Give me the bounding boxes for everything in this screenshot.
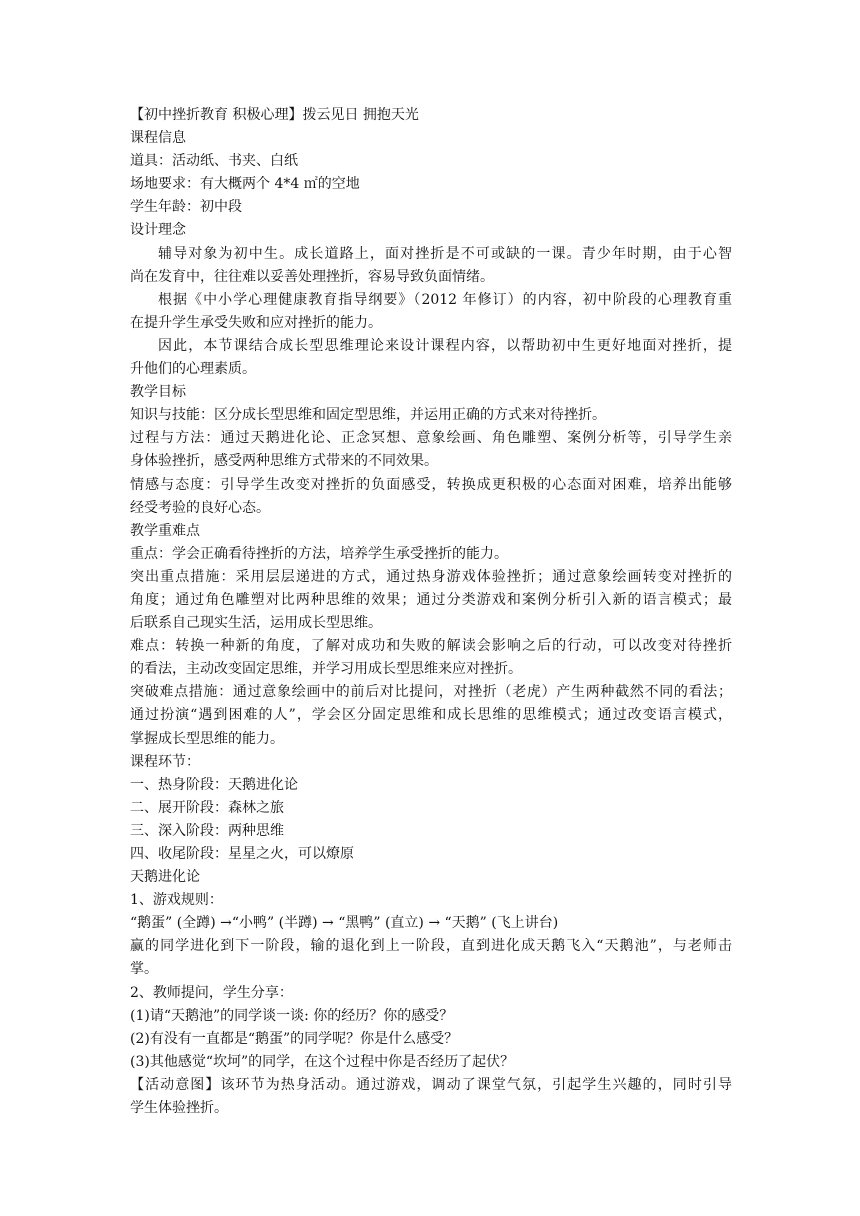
text-line: 课程环节： — [130, 753, 200, 770]
text-line: 掌握成长型思维的能力。 — [130, 730, 284, 747]
text-line: 赢的同学进化到下一阶段，输的退化到上一阶段，直到进化成天鹅飞入“天鹅池”，与老师击 — [130, 938, 732, 955]
text-line: 辅导对象为初中生。成长道路上，面对挫折是不可或缺的一课。青少年时期，由于心智 — [158, 245, 732, 262]
text-line: 学生体验挫折。 — [130, 1100, 228, 1117]
text-line: 重点：学会正确看待挫折的方法，培养学生承受挫折的能力。 — [130, 545, 508, 562]
text-line: 【活动意图】该环节为热身活动。通过游戏，调动了课堂气氛，引起学生兴趣的，同时引导 — [130, 1076, 732, 1093]
text-line: 四、收尾阶段：星星之火，可以燎原 — [130, 846, 354, 862]
text-line: 难点：转换一种新的角度，了解对成功和失败的解读会影响之后的行动，可以改变对待挫折 — [130, 638, 732, 655]
text-line: 课程信息 — [130, 130, 186, 147]
text-line: 在提升学生承受失败和应对挫折的能力。 — [130, 314, 382, 331]
text-line: 二、展开阶段：森林之旅 — [130, 799, 284, 816]
text-line: 过程与方法：通过天鹅进化论、正念冥想、意象绘画、角色雕塑、案例分析等，引导学生亲 — [130, 430, 732, 447]
text-line: 2、教师提问，学生分享： — [130, 984, 293, 1001]
text-line: 三、深入阶段：两种思维 — [130, 822, 284, 839]
text-line: 尚在发育中，往往难以妥善处理挫折，容易导致负面情绪。 — [130, 268, 494, 285]
text-line: “鹅蛋” (全蹲) →“小鸭” (半蹲) → “黑鸭” (直立) → “天鹅” (飞上讲台) — [130, 915, 559, 932]
text-line: (3)其他感觉“坎坷”的同学，在这个过程中你是否经历了起伏？ — [130, 1053, 515, 1070]
text-line: 因此，本节课结合成长型思维理论来设计课程内容，以帮助初中生更好地面对挫折，提 — [158, 337, 732, 354]
text-line: 根据《中小学心理健康教育指导纲要》（2012 年修订）的内容，初中阶段的心理教育重 — [158, 291, 732, 308]
text-line: 【初中挫折教育 积极心理】拨云见日 拥抱天光 — [130, 107, 419, 123]
text-line: 突出重点措施：采用层层递进的方式，通过热身游戏体验挫折；通过意象绘画转变对挫折的 — [130, 568, 732, 585]
text-line: 情感与态度：引导学生改变对挫折的负面感受，转换成更积极的心态面对困难，培养出能够 — [130, 476, 732, 493]
text-line: 角度；通过角色雕塑对比两种思维的效果；通过分类游戏和案例分析引入新的语言模式；最 — [130, 591, 732, 608]
text-line: 设计理念 — [130, 222, 186, 239]
text-line: 掌。 — [130, 961, 158, 978]
text-line: 1、游戏规则： — [130, 892, 223, 909]
text-line: (1)请“天鹅池”的同学谈一谈: 你的经历？你的感受？ — [130, 1007, 454, 1024]
text-line: 通过扮演“遇到困难的人”，学会区分固定思维和成长思维的思维模式；通过改变语言模式， — [130, 707, 732, 724]
text-line: 学生年龄：初中段 — [130, 199, 242, 216]
text-line: 的看法，主动改变固定思维，并学习用成长型思维来应对挫折。 — [130, 661, 522, 678]
text-line: 后联系自己现实生活，运用成长型思维。 — [130, 615, 382, 632]
text-line: 教学重难点 — [130, 522, 200, 539]
text-line: 教学目标 — [130, 384, 186, 401]
text-line: 身体验挫折，感受两种思维方式带来的不同效果。 — [130, 453, 438, 470]
text-line: 突破难点措施：通过意象绘画中的前后对比提问，对挫折（老虎）产生两种截然不同的看法； — [130, 684, 732, 701]
text-line: 天鹅进化论 — [130, 869, 200, 886]
text-line: 经受考验的良好心态。 — [130, 499, 270, 516]
text-line: 知识与技能：区分成长型思维和固定型思维，并运用正确的方式来对待挫折。 — [130, 407, 606, 424]
text-line: 一、热身阶段：天鹅进化论 — [130, 776, 298, 793]
text-line: 升他们的心理素质。 — [130, 361, 256, 378]
text-line: (2)有没有一直都是“鹅蛋”的同学呢？你是什么感受？ — [130, 1030, 459, 1047]
text-line: 场地要求：有大概两个 4*4 ㎡的空地 — [130, 176, 360, 193]
text-line: 道具：活动纸、书夹、白纸 — [130, 153, 298, 170]
